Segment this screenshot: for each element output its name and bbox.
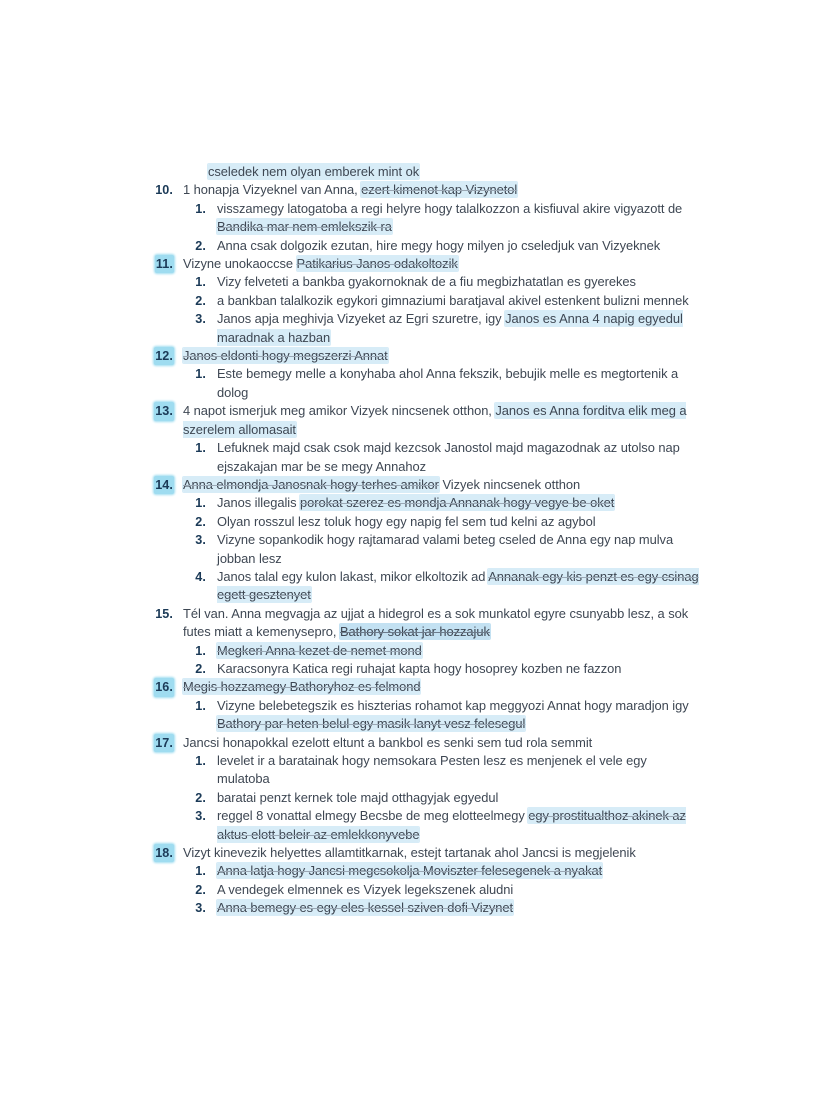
sublist-marker-number: 3. — [195, 901, 206, 916]
outline-list-level-2 — [183, 273, 700, 347]
list-marker-number: 14. — [154, 476, 174, 494]
outline-item-row — [148, 347, 700, 365]
outline-subitem[interactable] — [183, 752, 700, 789]
highlighted-text-span: porokat szerez es mondja Annanak hogy vegye be oket — [300, 495, 615, 511]
outline-subitem-text — [217, 899, 700, 917]
sublist-marker — [183, 365, 217, 383]
sublist-marker — [183, 807, 217, 825]
outline-subitem-row — [183, 568, 700, 605]
outline-subitem-text — [217, 292, 700, 310]
sublist-marker-number: 1. — [195, 643, 206, 658]
outline-subitem-row — [183, 660, 700, 678]
outline-subitem-text — [217, 365, 700, 402]
outline-subitem-row — [183, 439, 700, 476]
outline-subitem-text — [217, 642, 700, 660]
outline-subitem-text — [217, 200, 700, 237]
outline-item-row — [148, 255, 700, 273]
sublist-wrapper — [148, 439, 700, 476]
list-marker — [148, 605, 183, 623]
sublist-marker-number: 2. — [195, 661, 206, 676]
outline-subitem[interactable] — [183, 531, 700, 568]
highlighted-text-span: egy prostitualthoz akinek az aktus elott beleir az emlekkonyvebe — [217, 808, 686, 842]
list-marker-number: 16. — [154, 678, 174, 696]
outline-item[interactable] — [148, 181, 700, 255]
outline-subitem-row — [183, 642, 700, 660]
outline-list-level-1 — [148, 181, 700, 917]
text-span: baratai penzt kernek tole majd otthagyjak egyedul — [217, 789, 499, 805]
outline-list-level-2 — [183, 752, 700, 844]
list-marker-number: 11. — [155, 255, 174, 273]
sublist-wrapper — [148, 862, 700, 917]
outline-list-level-2 — [183, 697, 700, 734]
list-marker — [148, 844, 183, 862]
outline-subitem-row — [183, 237, 700, 255]
highlighted-text-span: Megis hozzamegy Bathoryhoz es felmond — [183, 679, 421, 695]
text-span: Janos apja meghivja Vizyeket az Egri szuretre, igy — [217, 311, 506, 327]
outline-subitem-text — [217, 789, 700, 807]
list-marker — [148, 181, 183, 199]
highlighted-text-span: Anna elmondja Janosnak hogy terhes amikor — [183, 476, 439, 492]
outline-item-text — [183, 476, 700, 494]
highlighted-text-span: Janos es Anna forditva elik meg a szerelem allomasait — [183, 403, 687, 437]
text-span: 1 honapja Vizyeknel van Anna, — [183, 182, 362, 198]
list-marker-number: 12. — [154, 347, 174, 365]
text-span: Vizyne unokaoccse — [183, 256, 297, 272]
highlighted-text-span: Janos es Anna 4 napig egyedul maradnak a hazban — [217, 311, 683, 345]
sublist-marker-number: 4. — [195, 569, 206, 584]
sublist-marker-number: 2. — [195, 514, 206, 529]
outline-list-level-2 — [183, 439, 700, 476]
outline-subitem-text — [217, 660, 700, 678]
sublist-marker-number: 2. — [195, 882, 206, 897]
highlighted-text-span: Patikarius Janos odakoltozik — [296, 256, 458, 272]
sublist-marker — [183, 642, 217, 660]
outline-subitem-row — [183, 862, 700, 880]
list-marker — [148, 734, 183, 752]
outline-subitem-text — [217, 881, 700, 899]
sublist-marker — [183, 752, 217, 770]
sublist-marker-number: 2. — [195, 238, 206, 253]
sublist-marker — [183, 660, 217, 678]
sublist-marker — [183, 881, 217, 899]
sublist-marker-number: 1. — [195, 201, 206, 216]
outline-subitem-row — [183, 697, 700, 734]
outline-subitem-row — [183, 365, 700, 402]
list-marker — [148, 476, 183, 494]
text-span: Vizyne belebetegszik es hiszterias rohamot kap meggyozi Annat hogy maradjon igy — [217, 697, 689, 713]
outline-subitem-row — [183, 494, 700, 512]
text-span: Vizy felveteti a bankba gyakornoknak de a fiu megbizhatatlan es gyerekes — [217, 274, 636, 290]
text-span: Vizyne sopankodik hogy rajtamarad valami beteg cseled de Anna egy nap mulva jobban lesz — [217, 532, 674, 566]
sublist-marker-number: 2. — [195, 790, 206, 805]
sublist-marker-number: 3. — [195, 312, 206, 327]
sublist-marker — [183, 789, 217, 807]
outline-subitem[interactable] — [183, 494, 700, 512]
highlighted-text-span: ezert kimenot kap Vizynetol — [361, 182, 518, 198]
sublist-marker-number: 1. — [195, 275, 206, 290]
outline-subitem-text — [217, 273, 700, 291]
list-marker-number: 18. — [154, 844, 174, 862]
outline-item-text — [183, 255, 700, 273]
text-span: levelet ir a baratainak hogy nemsokara Pesten lesz es menjenek el vele egy mulatoba — [217, 753, 647, 787]
outline-item[interactable] — [148, 605, 700, 679]
outline-item-row — [148, 844, 700, 862]
outline-item[interactable] — [148, 678, 700, 733]
sublist-marker-number: 1. — [195, 441, 206, 456]
highlighted-text-span: Bathory sokat jar hozzajuk — [340, 624, 490, 640]
outline-list-level-2 — [183, 365, 700, 402]
outline-subitem-text — [217, 531, 700, 568]
sublist-marker — [183, 697, 217, 715]
sublist-marker — [183, 494, 217, 512]
sublist-marker — [183, 237, 217, 255]
outline-item[interactable] — [148, 347, 700, 402]
outline-item-row — [148, 402, 700, 439]
outline-item-text — [183, 678, 700, 696]
outline-subitem-text — [217, 237, 700, 255]
outline-item-row — [148, 181, 700, 199]
text-span: Janos illegalis — [217, 495, 301, 511]
text-span: reggel 8 vonattal elmegy Becsbe de meg elotteelmegy — [217, 808, 529, 824]
outline-subitem[interactable] — [183, 439, 700, 476]
outline-subitem[interactable] — [183, 365, 700, 402]
text-span: Jancsi honapokkal ezelott eltunt a bankbol es senki sem tud rola semmit — [183, 734, 593, 750]
list-marker-number: 15. — [155, 606, 173, 621]
text-span: A vendegek elmennek es Vizyek legekszenek aludni — [217, 881, 514, 897]
sublist-marker-number: 1. — [195, 496, 206, 511]
document-body — [148, 163, 700, 918]
outline-list-level-2 — [183, 862, 700, 917]
sublist-wrapper — [148, 642, 700, 679]
outline-item[interactable] — [148, 402, 700, 476]
outline-subitem[interactable] — [183, 697, 700, 734]
list-marker-number: 17. — [154, 734, 174, 752]
sublist-marker-number: 1. — [195, 754, 206, 768]
outline-item-text — [183, 734, 700, 752]
highlighted-text-span: cseledek nem olyan emberek mint ok — [208, 164, 420, 179]
sublist-marker — [183, 292, 217, 310]
sublist-wrapper — [148, 494, 700, 604]
outline-subitem-row — [183, 513, 700, 531]
text-span: Anna csak dolgozik ezutan, hire megy hogy milyen jo cseledjuk van Vizyeknek — [217, 237, 661, 253]
outline-item-text — [183, 402, 700, 439]
sublist-marker-number: 1. — [195, 367, 206, 382]
sublist-wrapper — [148, 365, 700, 402]
outline-subitem[interactable] — [183, 660, 700, 678]
sublist-marker — [183, 513, 217, 531]
outline-subitem-row — [183, 531, 700, 568]
text-span: Olyan rosszul lesz toluk hogy egy napig fel sem tud kelni az agybol — [217, 513, 596, 529]
sublist-marker — [183, 439, 217, 457]
outline-subitem-row — [183, 807, 700, 844]
sublist-wrapper — [148, 697, 700, 734]
highlighted-text-span: Annanak egy kis penzt es egy csinag egett gesztenyet — [217, 568, 699, 603]
highlighted-text-span: Anna bemegy es egy eles kessel sziven dofi Vizynet — [217, 900, 514, 916]
sublist-marker — [183, 200, 217, 218]
outline-item[interactable] — [148, 844, 700, 918]
outline-item-row — [148, 476, 700, 494]
outline-subitem-row — [183, 752, 700, 789]
text-span: visszamegy latogatoba a regi helyre hogy talalkozzon a kisfiuval akire vigyazott de — [217, 200, 683, 216]
sublist-marker — [183, 531, 217, 549]
text-span: Karacsonyra Katica regi ruhajat kapta hogy hosoprey kozben ne fazzon — [217, 660, 622, 676]
text-span: Janos talal egy kulon lakast, mikor elkoltozik ad — [217, 568, 489, 584]
list-marker — [148, 255, 183, 273]
sublist-marker-number: 3. — [195, 809, 206, 824]
sublist-marker — [183, 899, 217, 917]
outline-item[interactable] — [148, 476, 700, 605]
highlighted-text-span: Janos eldonti hogy megszerzi Annat — [183, 348, 388, 364]
list-marker-number: 10. — [155, 183, 173, 198]
outline-subitem[interactable] — [183, 513, 700, 531]
outline-item-text — [183, 181, 700, 199]
text-span: Tél van. Anna megvagja az ujjat a hidegrol es a sok munkatol egyre csunyabb lesz, a sok futes miatt a kemenysepro, — [183, 605, 689, 640]
outline-item-row — [148, 734, 700, 752]
sublist-marker-number: 1. — [195, 864, 206, 879]
outline-subitem[interactable] — [183, 807, 700, 844]
list-marker — [148, 347, 183, 365]
outline-subitem-row — [183, 200, 700, 237]
outline-subitem[interactable] — [183, 881, 700, 899]
outline-subitem-text — [217, 494, 700, 512]
text-span: a bankban talalkozik egykori gimnaziumi baratjaval akivel estenkent bulizni mennek — [217, 292, 689, 308]
outline-list-level-2 — [183, 642, 700, 679]
highlighted-text-span: Megkeri Anna kezet de nemet mond — [217, 642, 422, 658]
outline-subitem-row — [183, 881, 700, 899]
text-span: 4 napot ismerjuk meg amikor Vizyek nincsenek otthon, — [183, 403, 496, 419]
list-marker — [148, 402, 183, 420]
outline-item-text — [183, 844, 700, 862]
outline-item[interactable] — [148, 255, 700, 347]
text-span: Este bemegy melle a konyhaba ahol Anna fekszik, bebujik melle es megtortenik a dolog — [217, 366, 679, 400]
outline-subitem-text — [217, 310, 700, 347]
outline-subitem-row — [183, 899, 700, 917]
sublist-marker — [183, 862, 217, 880]
outline-subitem-text — [217, 862, 700, 880]
sublist-marker-number: 2. — [195, 293, 206, 308]
list-marker-number: 13. — [154, 402, 174, 420]
sublist-marker-number: 3. — [195, 533, 206, 548]
outline-item-row — [148, 678, 700, 696]
outline-subitem-text — [217, 697, 700, 734]
sublist-wrapper — [148, 273, 700, 347]
outline-subitem-row — [183, 273, 700, 291]
outline-subitem[interactable] — [183, 237, 700, 255]
outline-item[interactable] — [148, 734, 700, 844]
outline-item-row — [148, 605, 700, 642]
text-span: Vizyek nincsenek otthon — [438, 476, 581, 492]
outline-subitem[interactable] — [183, 789, 700, 807]
outline-item-text — [183, 347, 700, 365]
sublist-marker-number: 1. — [195, 698, 206, 713]
outline-subitem-row — [183, 292, 700, 310]
sublist-wrapper — [148, 200, 700, 255]
text-span: Lefuknek majd csak csok majd kezcsok Janostol majd magazodnak az utolso nap ejszakajan mar be se megy Annahoz — [217, 440, 680, 474]
outline-subitem[interactable] — [183, 292, 700, 310]
outline-subitem-text — [217, 513, 700, 531]
outline-subitem[interactable] — [183, 899, 700, 917]
outline-subitem-text — [217, 568, 700, 605]
text-span: Vizyt kinevezik helyettes allamtitkarnak, estejt tartanak ahol Jancsi is megjelenik — [183, 845, 636, 861]
highlighted-text-span: Bathory par heten belul egy masik lanyt vesz felesegul — [217, 716, 526, 732]
outline-subitem-row — [183, 310, 700, 347]
outline-subitem-text — [217, 807, 700, 844]
outline-subitem[interactable] — [183, 642, 700, 660]
outline-subitem[interactable] — [183, 568, 700, 605]
outline-item-text — [183, 605, 700, 642]
continuation-line-text — [208, 163, 700, 181]
list-marker — [148, 678, 183, 696]
outline-subitem[interactable] — [183, 862, 700, 880]
highlighted-text-span: Bandika mar nem emlekszik ra — [217, 219, 392, 235]
outline-list-level-2 — [183, 200, 700, 255]
outline-subitem-row — [183, 789, 700, 807]
continuation-line — [148, 163, 700, 181]
outline-subitem-text — [217, 752, 700, 789]
outline-list-level-2 — [183, 494, 700, 604]
sublist-marker — [183, 568, 217, 586]
outline-subitem-text — [217, 439, 700, 476]
sublist-marker — [183, 310, 217, 328]
outline-subitem[interactable] — [183, 310, 700, 347]
highlighted-text-span: Anna latja hogy Jancsi megcsokolja Moviszter felesegenek a nyakat — [217, 863, 603, 879]
sublist-wrapper — [148, 752, 700, 844]
outline-subitem[interactable] — [183, 200, 700, 237]
outline-subitem[interactable] — [183, 273, 700, 291]
sublist-marker — [183, 273, 217, 291]
